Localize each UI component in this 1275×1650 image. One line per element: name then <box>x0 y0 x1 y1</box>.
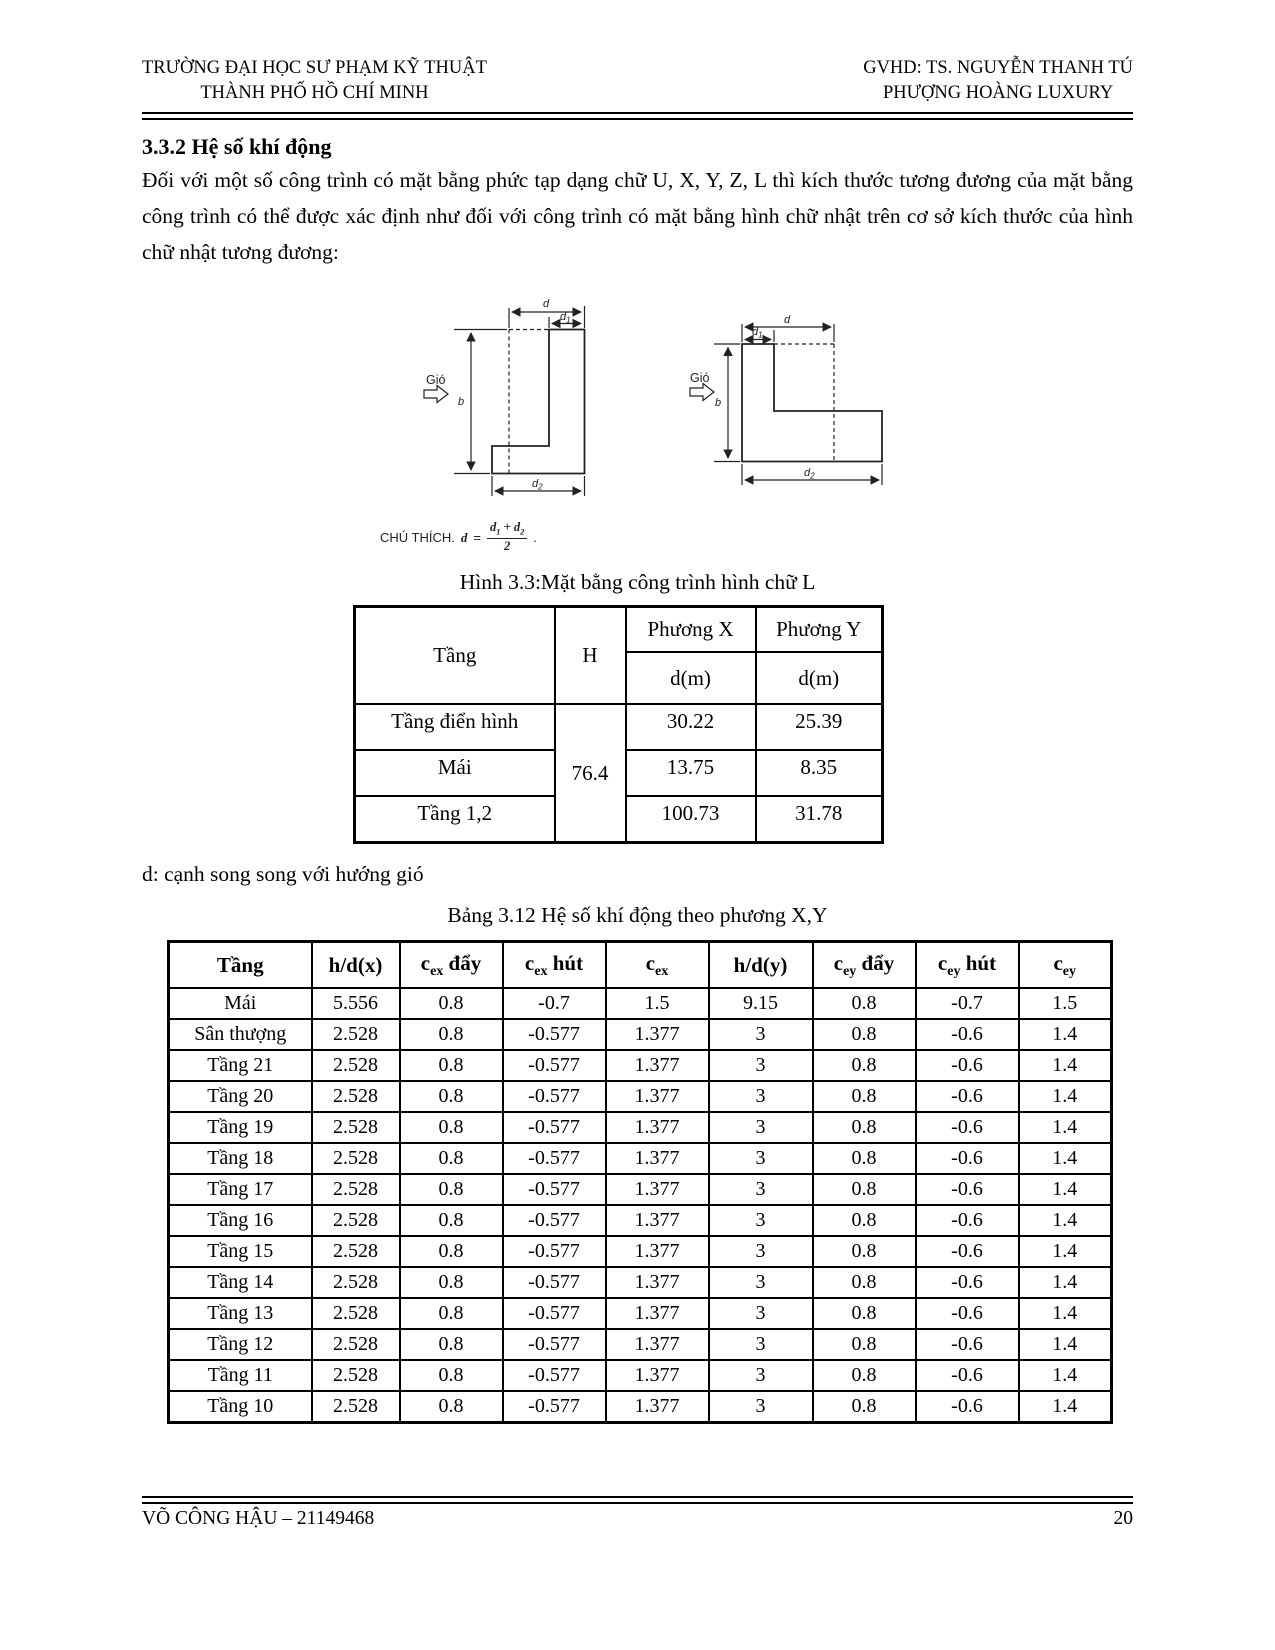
value-cell: 31.78 <box>756 796 883 842</box>
value-cell: 1.377 <box>606 1360 709 1391</box>
value-cell: -0.6 <box>916 1267 1019 1298</box>
section-heading: 3.3.2 Hệ số khí động <box>142 133 332 159</box>
value-cell: 0.8 <box>813 1050 916 1081</box>
value-cell: -0.6 <box>916 1298 1019 1329</box>
value-cell: 1.4 <box>1019 1143 1112 1174</box>
value-cell: -0.577 <box>503 1174 606 1205</box>
value-cell: 1.377 <box>606 1019 709 1050</box>
value-cell: 3 <box>709 1298 813 1329</box>
table-row <box>169 1081 1112 1112</box>
row-label-cell: Tầng 11 <box>169 1360 312 1391</box>
row-label-cell: Tầng 13 <box>169 1298 312 1329</box>
value-cell: 3 <box>709 1143 813 1174</box>
value-cell: 0.8 <box>813 1391 916 1422</box>
value-cell: 1.377 <box>606 1205 709 1236</box>
value-cell: 0.8 <box>813 1236 916 1267</box>
table-row <box>169 1391 1112 1422</box>
value-cell: -0.577 <box>503 1267 606 1298</box>
value-cell: 2.528 <box>312 1298 400 1329</box>
page-footer <box>142 1496 1133 1530</box>
col-header-hdy: h/d(y) <box>709 941 813 988</box>
value-cell: 2.528 <box>312 1360 400 1391</box>
value-cell: 0.8 <box>813 1329 916 1360</box>
dim-d1-label: $d_1$ <box>560 311 571 325</box>
col-header-cey: $c_{ey}$ <box>1019 941 1112 988</box>
value-cell: -0.7 <box>916 988 1019 1019</box>
value-cell: 0.8 <box>813 1174 916 1205</box>
value-cell: -0.6 <box>916 1329 1019 1360</box>
value-cell: -0.577 <box>503 1360 606 1391</box>
value-cell: 2.528 <box>312 1329 400 1360</box>
table-row <box>169 988 1112 1019</box>
row-label-cell: Tầng 19 <box>169 1112 312 1143</box>
left-l-plan <box>424 306 585 496</box>
value-cell: -0.6 <box>916 1050 1019 1081</box>
value-cell: -0.577 <box>503 1298 606 1329</box>
col-header-phuong-y: Phương Y <box>756 606 883 652</box>
value-cell: -0.577 <box>503 1081 606 1112</box>
value-cell: 3 <box>709 1050 813 1081</box>
row-label-cell: Tầng 17 <box>169 1174 312 1205</box>
value-cell: 0.8 <box>813 1143 916 1174</box>
value-cell: 1.377 <box>606 1050 709 1081</box>
table-header-row <box>169 941 1112 988</box>
value-cell: 0.8 <box>813 1360 916 1391</box>
table-row <box>169 1298 1112 1329</box>
col-header-cex-hut: $c_{ex}$ hút <box>503 941 606 988</box>
value-cell: 1.377 <box>606 1143 709 1174</box>
value-cell: -0.6 <box>916 1236 1019 1267</box>
value-cell: 0.8 <box>400 1329 503 1360</box>
row-label-cell: Tầng 18 <box>169 1143 312 1174</box>
value-cell: 3 <box>709 1391 813 1422</box>
row-label-cell: Tầng 16 <box>169 1205 312 1236</box>
value-cell: 0.8 <box>400 1360 503 1391</box>
wind-arrow-icon <box>424 386 448 403</box>
page-header <box>142 56 1133 106</box>
note-label: CHÚ THÍCH. <box>380 530 455 546</box>
table-row <box>169 1143 1112 1174</box>
value-cell: 0.8 <box>813 1112 916 1143</box>
table2-caption: Bảng 3.12 Hệ số khí động theo phương X,Y <box>447 902 828 927</box>
university-name: TRƯỜNG ĐẠI HỌC SƯ PHẠM KỸ THUẬT <box>142 58 487 78</box>
aerodynamic-coefficients-table <box>167 940 1113 1424</box>
table-row <box>169 1174 1112 1205</box>
advisor-name: GVHD: TS. NGUYỄN THANH TÚ <box>863 58 1133 78</box>
table-row <box>169 1050 1112 1081</box>
table-row <box>169 1019 1112 1050</box>
value-cell: 25.39 <box>756 704 883 750</box>
value-cell: 1.4 <box>1019 1174 1112 1205</box>
value-cell: 1.377 <box>606 1329 709 1360</box>
value-cell: 1.4 <box>1019 1112 1112 1143</box>
row-label-cell: Tầng 1,2 <box>355 796 555 842</box>
table-row <box>169 1236 1112 1267</box>
value-cell: -0.7 <box>503 988 606 1019</box>
table-row <box>169 1360 1112 1391</box>
value-cell: 0.8 <box>400 1174 503 1205</box>
col-header-hdx: h/d(x) <box>312 941 400 988</box>
value-cell: 1.377 <box>606 1112 709 1143</box>
col-header-cey-hut: $c_{ey}$ hút <box>916 941 1019 988</box>
dim-b-label: b <box>458 396 465 409</box>
header-rule <box>142 112 1133 120</box>
table1-note: d: cạnh song song với hướng gió <box>142 861 424 886</box>
value-cell: 2.528 <box>312 1112 400 1143</box>
value-cell: 0.8 <box>400 1267 503 1298</box>
value-cell: 2.528 <box>312 1081 400 1112</box>
value-cell: 1.4 <box>1019 1391 1112 1422</box>
project-name: PHƯỢNG HOÀNG LUXURY <box>883 82 1114 103</box>
value-cell: 0.8 <box>400 1298 503 1329</box>
value-cell: 3 <box>709 1360 813 1391</box>
value-cell: 0.8 <box>400 1143 503 1174</box>
value-cell: 8.35 <box>756 750 883 796</box>
dim-d2-label: $d_2$ <box>804 467 815 481</box>
value-cell: 2.528 <box>312 1174 400 1205</box>
value-cell: 1.377 <box>606 1391 709 1422</box>
value-cell: 1.4 <box>1019 1205 1112 1236</box>
value-cell: 0.8 <box>400 1081 503 1112</box>
value-cell: 3 <box>709 1205 813 1236</box>
value-cell: -0.6 <box>916 1205 1019 1236</box>
row-label-cell: Sân thượng <box>169 1019 312 1050</box>
note-fraction: $\frac{d_1 + d_2}{2}$ <box>487 521 527 554</box>
figure-l-shape-plans <box>142 284 1133 554</box>
row-label-cell: Tầng 12 <box>169 1329 312 1360</box>
row-label-cell: Tầng 15 <box>169 1236 312 1267</box>
col-header-phuong-x: Phương X <box>626 606 756 652</box>
h-value-cell: 76.4 <box>555 704 626 842</box>
col-subheader-dm-y: d(m) <box>756 652 883 704</box>
dim-d-label: d <box>784 314 791 327</box>
table-row <box>169 1329 1112 1360</box>
value-cell: 2.528 <box>312 1143 400 1174</box>
value-cell: 0.8 <box>400 1391 503 1422</box>
col-header-cey-day: $c_{ey}$ đẩy <box>813 941 916 988</box>
value-cell: -0.577 <box>503 1112 606 1143</box>
col-header-cex: $c_{ex}$ <box>606 941 709 988</box>
value-cell: 2.528 <box>312 1205 400 1236</box>
value-cell: -0.6 <box>916 1019 1019 1050</box>
value-cell: -0.6 <box>916 1391 1019 1422</box>
value-cell: 3 <box>709 1081 813 1112</box>
value-cell: -0.577 <box>503 1205 606 1236</box>
value-cell: 0.8 <box>813 1019 916 1050</box>
col-subheader-dm-x: d(m) <box>626 652 756 704</box>
value-cell: 1.377 <box>606 1236 709 1267</box>
col-header-tang: Tầng <box>169 941 312 988</box>
row-label-cell: Tầng điển hình <box>355 704 555 750</box>
dim-d1-label: $d_1$ <box>752 326 763 340</box>
value-cell: -0.577 <box>503 1143 606 1174</box>
value-cell: 1.377 <box>606 1298 709 1329</box>
value-cell: 1.4 <box>1019 1329 1112 1360</box>
value-cell: 0.8 <box>813 1205 916 1236</box>
author-id: VÕ CÔNG HẬU – 21149468 <box>142 1508 375 1529</box>
row-label-cell: Tầng 10 <box>169 1391 312 1422</box>
value-cell: 0.8 <box>813 1081 916 1112</box>
value-cell: 0.8 <box>400 1050 503 1081</box>
value-cell: 1.377 <box>606 1174 709 1205</box>
value-cell: 1.4 <box>1019 1236 1112 1267</box>
row-label-cell: Mái <box>169 988 312 1019</box>
value-cell: 1.377 <box>606 1081 709 1112</box>
value-cell: 9.15 <box>709 988 813 1019</box>
value-cell: 1.377 <box>606 1267 709 1298</box>
value-cell: -0.577 <box>503 1391 606 1422</box>
row-label-cell: Tầng 21 <box>169 1050 312 1081</box>
note-eq: = <box>473 530 481 546</box>
value-cell: 2.528 <box>312 1267 400 1298</box>
value-cell: 3 <box>709 1329 813 1360</box>
value-cell: 1.4 <box>1019 1267 1112 1298</box>
value-cell: 5.556 <box>312 988 400 1019</box>
value-cell: 1.5 <box>1019 988 1112 1019</box>
col-header-tang: Tầng <box>355 606 555 704</box>
row-label-cell: Tầng 14 <box>169 1267 312 1298</box>
equivalent-dimensions-table <box>353 605 884 844</box>
dim-d-label: d <box>543 298 550 311</box>
row-label-cell: Tầng 20 <box>169 1081 312 1112</box>
col-header-h: H <box>555 606 626 704</box>
table-row <box>169 1112 1112 1143</box>
value-cell: 2.528 <box>312 1050 400 1081</box>
value-cell: -0.6 <box>916 1081 1019 1112</box>
value-cell: -0.577 <box>503 1329 606 1360</box>
value-cell: 0.8 <box>813 1267 916 1298</box>
wind-label: Gió <box>426 373 446 388</box>
value-cell: 1.4 <box>1019 1019 1112 1050</box>
row-label-cell: Mái <box>355 750 555 796</box>
value-cell: 3 <box>709 1112 813 1143</box>
value-cell: -0.577 <box>503 1050 606 1081</box>
table-row <box>169 1205 1112 1236</box>
value-cell: 3 <box>709 1236 813 1267</box>
wind-arrow-icon <box>690 384 714 401</box>
value-cell: 0.8 <box>400 988 503 1019</box>
table-header-row <box>355 606 883 652</box>
value-cell: 1.4 <box>1019 1360 1112 1391</box>
wind-label: Gió <box>690 371 710 386</box>
header-right-block <box>863 56 1133 106</box>
value-cell: 3 <box>709 1019 813 1050</box>
dim-d2-label: $d_2$ <box>532 478 543 492</box>
value-cell: 0.8 <box>400 1205 503 1236</box>
note-var: d <box>460 529 468 545</box>
footer-rule <box>142 1496 1133 1504</box>
page-number: 20 <box>1113 1508 1133 1529</box>
figure-caption: Hình 3.3:Mặt bằng công trình hình chữ L <box>459 569 816 594</box>
value-cell: 100.73 <box>626 796 756 842</box>
value-cell: 13.75 <box>626 750 756 796</box>
value-cell: -0.6 <box>916 1174 1019 1205</box>
value-cell: 30.22 <box>626 704 756 750</box>
value-cell: 2.528 <box>312 1019 400 1050</box>
figure-note <box>380 521 1133 554</box>
value-cell: 2.528 <box>312 1391 400 1422</box>
table-row <box>355 704 883 750</box>
value-cell: 1.5 <box>606 988 709 1019</box>
university-city: THÀNH PHỐ HỒ CHÍ MINH <box>200 82 429 103</box>
value-cell: -0.6 <box>916 1112 1019 1143</box>
value-cell: 1.4 <box>1019 1081 1112 1112</box>
value-cell: -0.577 <box>503 1236 606 1267</box>
value-cell: 2.528 <box>312 1236 400 1267</box>
value-cell: 0.8 <box>400 1112 503 1143</box>
value-cell: 0.8 <box>400 1019 503 1050</box>
value-cell: 0.8 <box>813 1298 916 1329</box>
col-header-cex-day: $c_{ex}$ đẩy <box>400 941 503 988</box>
section-paragraph: Đối với một số công trình có mặt bằng phức tạp dạng chữ U, X, Y, Z, L thì kích thước tương đương của mặt bằng công trình có thể được xác định như đối với công trình có mặt bằng hình chữ nhật trên cơ sở kích thước của hình chữ nhật tương đương: <box>142 167 1133 265</box>
value-cell: 3 <box>709 1174 813 1205</box>
value-cell: -0.6 <box>916 1143 1019 1174</box>
value-cell: 3 <box>709 1267 813 1298</box>
value-cell: -0.577 <box>503 1019 606 1050</box>
aero-table-body <box>169 988 1112 1422</box>
value-cell: 1.4 <box>1019 1298 1112 1329</box>
header-left-block <box>142 56 487 106</box>
value-cell: 1.4 <box>1019 1050 1112 1081</box>
value-cell: 0.8 <box>813 988 916 1019</box>
table-row <box>169 1267 1112 1298</box>
l-shape-diagram <box>414 284 914 519</box>
value-cell: -0.6 <box>916 1360 1019 1391</box>
value-cell: 0.8 <box>400 1236 503 1267</box>
note-tail: . <box>533 530 537 546</box>
dim-b-label: b <box>715 397 722 410</box>
